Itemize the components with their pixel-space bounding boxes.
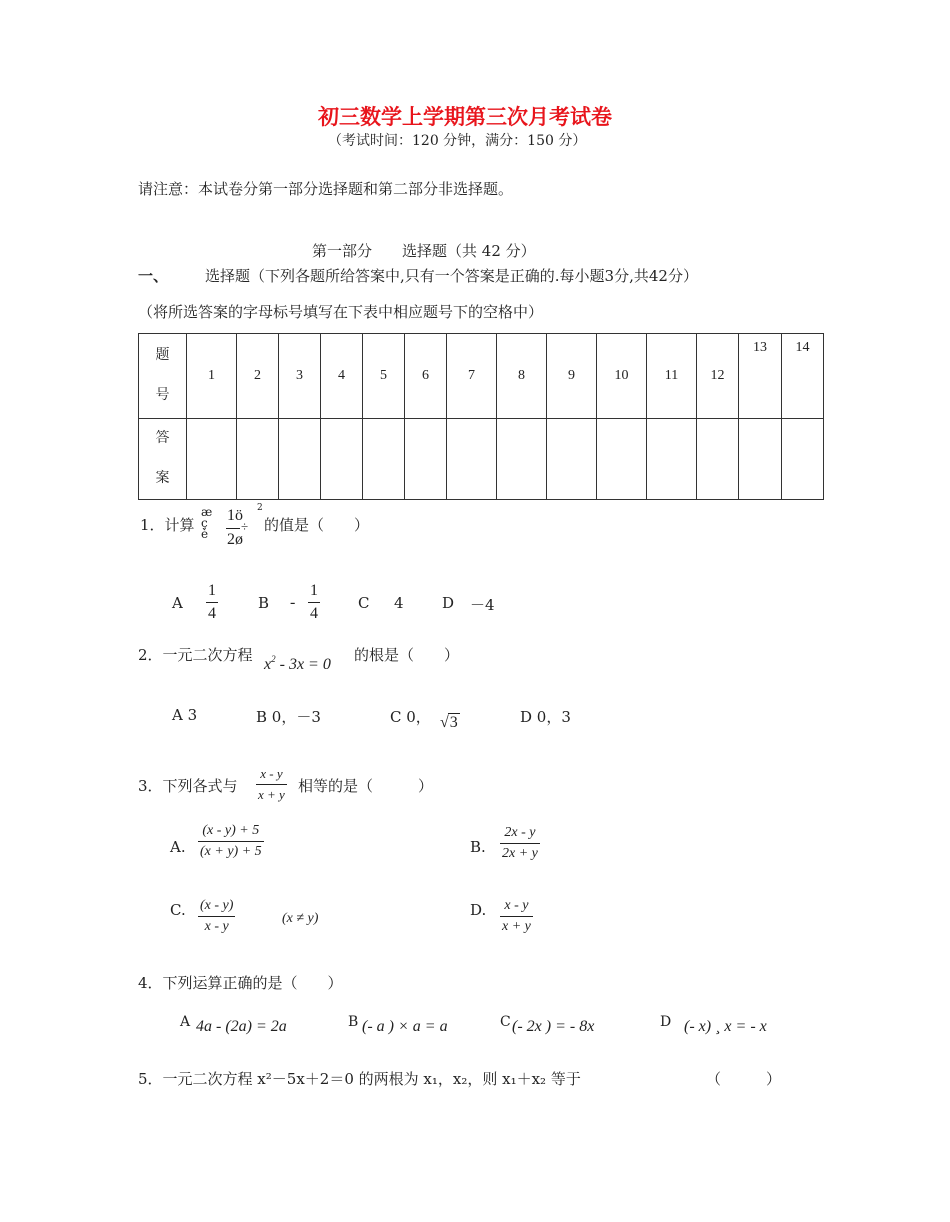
- q1-denominator: 2ø: [227, 531, 243, 548]
- q2-option-a: A 3: [172, 706, 198, 724]
- q5-stem: 5．一元二次方程 x²－5x＋2＝0 的两根为 x₁，x₂，则 x₁＋x₂ 等于: [138, 1070, 581, 1088]
- table-row: [139, 419, 824, 500]
- answer-cell[interactable]: [739, 419, 782, 500]
- q1-numerator: 1ö: [227, 507, 243, 524]
- table-row: [139, 334, 824, 419]
- question-number-cell: 10: [597, 334, 647, 419]
- exam-info: （考试时间：120 分钟，满分：150 分）: [328, 133, 587, 149]
- answer-cell[interactable]: [497, 419, 547, 500]
- q3-option-b-value: $\frac{2x - y}{2x + y}$: [502, 825, 538, 861]
- question-number-cell: 6: [405, 334, 447, 419]
- answer-cell[interactable]: [597, 419, 647, 500]
- section-instructions: 选择题（下列各题所给答案中,只有一个答案是正确的.每小题3分,共42分）: [205, 267, 698, 285]
- q3-option-d-letter: D.: [470, 901, 487, 919]
- section-number: 一、: [138, 267, 169, 285]
- notice-text: 请注意：本试卷分第一部分选择题和第二部分非选择题。: [138, 180, 514, 198]
- q4-option-b-letter: B: [348, 1014, 359, 1030]
- q4-option-d-expr: (- x) ¸ x = - x: [684, 1018, 767, 1035]
- answer-cell[interactable]: [279, 419, 321, 500]
- answer-cell[interactable]: [782, 419, 824, 500]
- question-number-cell: 12: [697, 334, 739, 419]
- q1-option-b-value: $\frac{1}{4}$: [310, 582, 318, 622]
- q3-option-c-condition: (x ≠ y): [282, 911, 319, 926]
- answer-cell[interactable]: [447, 419, 497, 500]
- page-title: 初三数学上学期第三次月考试卷: [318, 104, 612, 129]
- q2-option-b: B 0，－3: [256, 708, 321, 726]
- answer-cell[interactable]: [547, 419, 597, 500]
- q1-stem: 1．计算: [140, 516, 195, 534]
- q3-option-d-value: $\frac{x - y}{x + y}$: [502, 898, 531, 934]
- question-number-cell: 14: [782, 334, 824, 419]
- answer-cell[interactable]: [321, 419, 363, 500]
- q1-option-d-value: －4: [470, 596, 495, 614]
- q3-option-c-letter: C.: [170, 901, 186, 919]
- question-number-cell: 11: [647, 334, 697, 419]
- q1-options: [172, 582, 532, 628]
- q2-option-d: D 0，3: [520, 708, 571, 726]
- q1-expression: [201, 503, 263, 555]
- question-number-cell: 13: [739, 334, 782, 419]
- q4-stem: 4．下列运算正确的是（ ）: [138, 974, 343, 992]
- q1-fraction-bar: [226, 528, 240, 529]
- q2-option-c-root: √3: [440, 714, 458, 731]
- q3-option-b-letter: B.: [470, 838, 486, 856]
- q1-stem-after: 的值是（ ）: [264, 516, 370, 534]
- answer-cell[interactable]: [237, 419, 279, 500]
- table-instruction: （将所选答案的字母标号填写在下表中相应题号下的空格中）: [138, 303, 544, 321]
- question-number-cell: 2: [237, 334, 279, 419]
- q3-stem-after: 相等的是（ ）: [298, 777, 434, 795]
- question-number-cell: 3: [279, 334, 321, 419]
- q4-option-a-expr: 4a - (2a) = 2a: [196, 1018, 287, 1035]
- row-label-answer: 答 案: [139, 419, 187, 500]
- part1-heading: 第一部分 选择题（共 42 分）: [312, 242, 536, 260]
- q2-equation: $x^2 - 3x = 0$: [264, 654, 331, 673]
- q3-option-a-letter: A.: [170, 838, 186, 856]
- q2-option-c: C 0，: [390, 708, 431, 726]
- question-number-cell: 9: [547, 334, 597, 419]
- question-number-cell: 8: [497, 334, 547, 419]
- q4-option-d-letter: D: [660, 1014, 672, 1030]
- question-number-cell: 7: [447, 334, 497, 419]
- q3-option-c-value: $\frac{(x - y)}{x - y}$: [200, 898, 234, 934]
- q2-stem: 2．一元二次方程: [138, 646, 253, 664]
- q3-option-a-value: $\frac{(x - y) + 5}{(x + y) + 5}$: [200, 823, 262, 859]
- answer-cell[interactable]: [697, 419, 739, 500]
- q3-stem: 3．下列各式与: [138, 777, 238, 795]
- q5-answer-paren: （ ）: [706, 1070, 782, 1088]
- q1-option-d-letter: D: [442, 594, 455, 612]
- q3-target-fraction: $\frac{x - y}{x + y}$: [258, 766, 285, 802]
- row-label-question: 题 号: [139, 334, 187, 419]
- q1-option-a-value: $\frac{1}{4}$: [208, 582, 216, 622]
- q2-stem-after: 的根是（ ）: [354, 646, 460, 664]
- question-number-cell: 4: [321, 334, 363, 419]
- question-number-cell: 1: [187, 334, 237, 419]
- answer-cell[interactable]: [647, 419, 697, 500]
- question-number-cell: 5: [363, 334, 405, 419]
- q1-option-b-letter: B: [258, 594, 270, 612]
- answer-cell[interactable]: [363, 419, 405, 500]
- q1-exponent: 2: [257, 503, 263, 513]
- answer-cell[interactable]: [405, 419, 447, 500]
- q1-divide-sign: ÷: [241, 519, 249, 534]
- q4-option-c-letter: C: [500, 1014, 511, 1030]
- q1-option-c-value: 4: [394, 594, 404, 612]
- q1-bracket-glyph: æ ç è: [201, 505, 213, 541]
- q4-option-a-letter: A: [180, 1014, 191, 1030]
- answer-table: [138, 333, 824, 500]
- q4-option-c-expr: (- 2x ) = - 8x: [512, 1018, 595, 1035]
- q4-option-b-expr: (- a ) × a = a: [362, 1018, 448, 1035]
- answer-cell[interactable]: [187, 419, 237, 500]
- q1-option-b-sign: -: [290, 594, 296, 611]
- q1-option-c-letter: C: [358, 594, 370, 612]
- q1-option-a-letter: A: [172, 594, 183, 612]
